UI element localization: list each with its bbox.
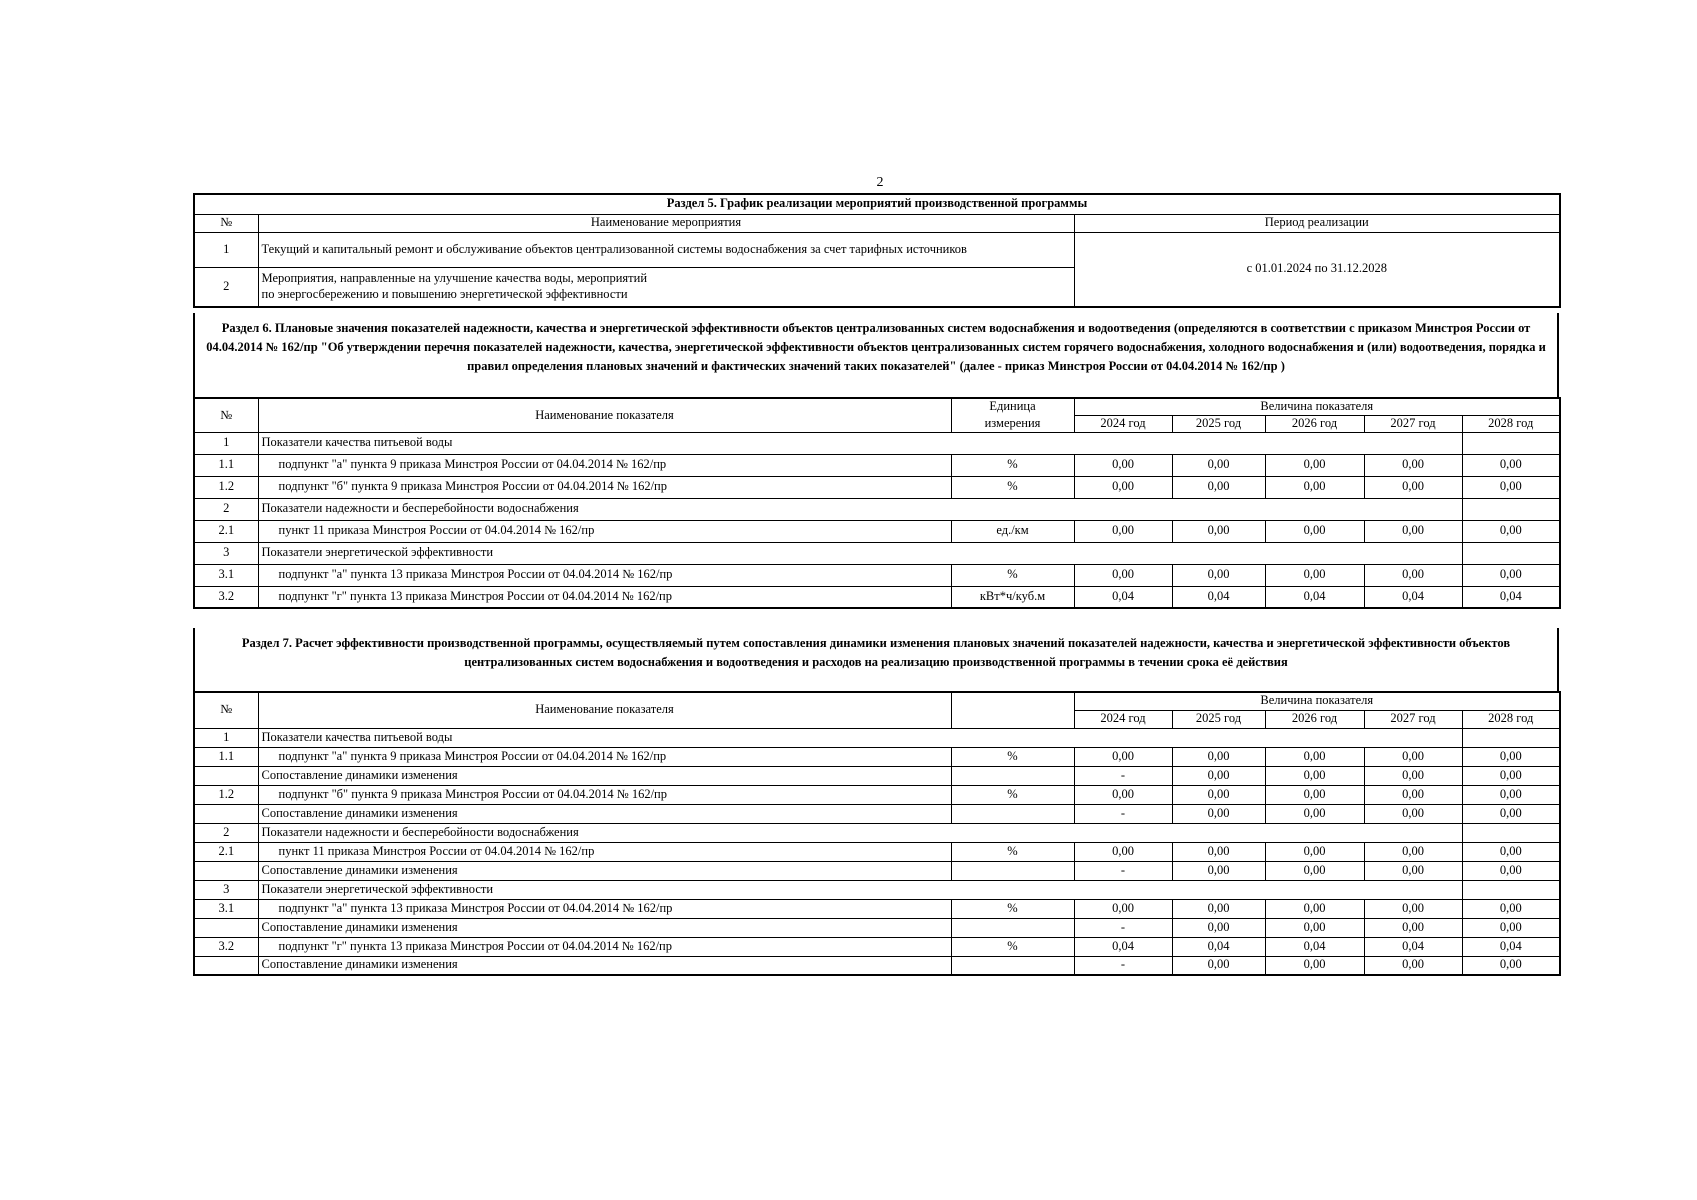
table-row	[194, 861, 1560, 880]
indicator-value: 0,04	[1462, 937, 1560, 956]
indicator-unit	[951, 804, 1074, 823]
indicator-value: 0,00	[1172, 454, 1265, 476]
indicator-value: 0,00	[1462, 476, 1560, 498]
indicator-value: 0,00	[1074, 899, 1172, 918]
row-number: 1.1	[194, 454, 258, 476]
indicator-value: 0,04	[1265, 937, 1364, 956]
indicator-value: 0,00	[1265, 476, 1364, 498]
row-number: 2	[194, 823, 258, 842]
indicator-name: подпункт "а" пункта 9 приказа Минстроя России от 04.04.2014 № 162/пр	[258, 454, 951, 476]
table-row	[194, 564, 1560, 586]
indicator-name: Сопоставление динамики изменения	[258, 766, 951, 785]
table-row	[194, 454, 1560, 476]
section-5-table	[193, 193, 1561, 308]
indicator-value: 0,00	[1074, 842, 1172, 861]
table-row	[194, 918, 1560, 937]
indicator-value: 0,00	[1462, 454, 1560, 476]
indicator-value: 0,00	[1172, 564, 1265, 586]
indicator-unit: %	[951, 476, 1074, 498]
indicator-value: 0,00	[1265, 520, 1364, 542]
indicator-value: 0,00	[1462, 918, 1560, 937]
indicator-value: 0,00	[1364, 766, 1462, 785]
indicator-unit: %	[951, 454, 1074, 476]
section-7-title: Раздел 7. Расчет эффективности производственной программы, осуществляемый путем сопоставления динамики изменения плановых значений показателей надежности, качества и энергетической эффективности объектов централизованных систем водоснабжения и водоотведения и расходов на реализацию производственной программы в течении срока её действия	[193, 628, 1559, 691]
event-row-name	[258, 267, 1074, 307]
row-number	[194, 766, 258, 785]
indicator-name: подпункт "б" пункта 9 приказа Минстроя России от 04.04.2014 № 162/пр	[258, 785, 951, 804]
table-row	[194, 937, 1560, 956]
col-indicator-name-header: Наименование показателя	[258, 692, 951, 728]
indicator-value: 0,00	[1364, 861, 1462, 880]
indicator-name: Сопоставление динамики изменения	[258, 861, 951, 880]
indicator-value: 0,00	[1265, 766, 1364, 785]
indicator-value: 0,00	[1462, 766, 1560, 785]
col-no-header: №	[194, 214, 258, 232]
table-row	[194, 842, 1560, 861]
table-row	[194, 476, 1560, 498]
row-number	[194, 918, 258, 937]
indicator-value: 0,00	[1172, 861, 1265, 880]
indicator-value: 0,04	[1074, 937, 1172, 956]
col-event-name-header: Наименование мероприятия	[258, 214, 1074, 232]
section-7	[193, 628, 1559, 976]
indicator-value: 0,00	[1265, 899, 1364, 918]
empty-cell	[1462, 542, 1560, 564]
indicator-value: 0,04	[1364, 586, 1462, 608]
row-number: 3.1	[194, 564, 258, 586]
table-row	[194, 785, 1560, 804]
indicator-group-row	[194, 542, 1560, 564]
row-number: 3.2	[194, 586, 258, 608]
indicator-name: Сопоставление динамики изменения	[258, 918, 951, 937]
indicator-unit	[951, 956, 1074, 975]
table-row	[194, 520, 1560, 542]
indicator-value: 0,00	[1364, 918, 1462, 937]
implementation-period: с 01.01.2024 по 31.12.2028	[1074, 232, 1560, 307]
section-6-table	[193, 397, 1561, 609]
indicator-group-row	[194, 823, 1560, 842]
indicator-value: 0,00	[1265, 785, 1364, 804]
indicator-group-row	[194, 728, 1560, 747]
indicator-value: 0,00	[1074, 785, 1172, 804]
row-number: 3	[194, 880, 258, 899]
indicator-value: 0,00	[1462, 861, 1560, 880]
indicator-name: подпункт "г" пункта 13 приказа Минстроя России от 04.04.2014 № 162/пр	[258, 937, 951, 956]
table-row	[194, 586, 1560, 608]
row-number: 1.2	[194, 476, 258, 498]
row-number	[194, 804, 258, 823]
col-year-2025: 2025 год	[1172, 710, 1265, 728]
empty-cell	[1462, 728, 1560, 747]
indicator-group-name: Показатели энергетической эффективности	[258, 542, 1462, 564]
indicator-value: 0,00	[1462, 785, 1560, 804]
indicator-group-row	[194, 880, 1560, 899]
section-6	[193, 313, 1559, 609]
indicator-group-name: Показатели надежности и бесперебойности водоснабжения	[258, 823, 1462, 842]
col-year-2025: 2025 год	[1172, 415, 1265, 432]
empty-cell	[1462, 823, 1560, 842]
indicator-unit: ед./км	[951, 520, 1074, 542]
page-number: 2	[876, 175, 884, 190]
empty-cell	[1462, 498, 1560, 520]
indicator-value: 0,00	[1462, 956, 1560, 975]
indicator-name: подпункт "а" пункта 9 приказа Минстроя России от 04.04.2014 № 162/пр	[258, 747, 951, 766]
indicator-value: 0,00	[1172, 476, 1265, 498]
col-unit-header-line2: измерения	[951, 415, 1074, 432]
indicator-value: 0,00	[1172, 804, 1265, 823]
indicator-value: 0,00	[1265, 842, 1364, 861]
indicator-value: 0,00	[1172, 956, 1265, 975]
indicator-value: 0,00	[1265, 454, 1364, 476]
indicator-value: 0,00	[1172, 842, 1265, 861]
row-number: 3	[194, 542, 258, 564]
indicator-name: пункт 11 приказа Минстроя России от 04.04.2014 № 162/пр	[258, 842, 951, 861]
section-5-title: Раздел 5. График реализации мероприятий производственной программы	[194, 194, 1560, 214]
indicator-unit: %	[951, 785, 1074, 804]
indicator-group-name: Показатели энергетической эффективности	[258, 880, 1462, 899]
col-value-header: Величина показателя	[1074, 398, 1560, 415]
indicator-value: 0,00	[1462, 520, 1560, 542]
indicator-value: 0,00	[1364, 956, 1462, 975]
indicator-unit	[951, 918, 1074, 937]
section-6-title: Раздел 6. Плановые значения показателей надежности, качества и энергетической эффективности объектов централизованных систем водоснабжения и водоотведения (определяются в соответствии с приказом Минстроя России от 04.04.2014 № 162/пр "Об утверждении перечня показателей надежности, качества, энергетической эффективности объектов централизованных систем горячего водоснабжения, холодного водоснабжения и (или) водоотведения, порядка и правил определения плановых значений и фактических значений таких показателей" (далее - приказ Минстроя России от 04.04.2014 № 162/пр )	[193, 313, 1559, 397]
indicator-unit: %	[951, 842, 1074, 861]
indicator-value: 0,00	[1462, 842, 1560, 861]
col-no-header: №	[194, 398, 258, 432]
indicator-value: -	[1074, 766, 1172, 785]
indicator-value: 0,00	[1265, 564, 1364, 586]
row-number: 2.1	[194, 842, 258, 861]
indicator-value: 0,04	[1074, 586, 1172, 608]
indicator-value: 0,00	[1172, 899, 1265, 918]
table-row	[194, 804, 1560, 823]
indicator-value: 0,04	[1265, 586, 1364, 608]
indicator-value: 0,00	[1265, 918, 1364, 937]
indicator-value: -	[1074, 956, 1172, 975]
indicator-value: 0,04	[1462, 586, 1560, 608]
indicator-unit	[951, 861, 1074, 880]
indicator-value: 0,00	[1364, 747, 1462, 766]
indicator-value: 0,00	[1364, 564, 1462, 586]
event-row-name-line: по энергосбережению и повышению энергетической эффективности	[261, 286, 628, 301]
row-number: 1	[194, 728, 258, 747]
col-year-2027: 2027 год	[1364, 710, 1462, 728]
event-row-name: Текущий и капитальный ремонт и обслуживание объектов централизованной системы водоснабжения за счет тарифных источников	[258, 232, 1074, 267]
col-no-header: №	[194, 692, 258, 728]
col-period-header: Период реализации	[1074, 214, 1560, 232]
indicator-value: 0,00	[1172, 747, 1265, 766]
indicator-value: 0,00	[1364, 476, 1462, 498]
table-row	[194, 747, 1560, 766]
indicator-value: 0,00	[1074, 454, 1172, 476]
indicator-value: 0,00	[1074, 564, 1172, 586]
col-year-2028: 2028 год	[1462, 710, 1560, 728]
table-row	[194, 956, 1560, 975]
indicator-value: 0,00	[1265, 804, 1364, 823]
indicator-name: подпункт "б" пункта 9 приказа Минстроя России от 04.04.2014 № 162/пр	[258, 476, 951, 498]
indicator-value: 0,00	[1364, 785, 1462, 804]
col-year-2026: 2026 год	[1265, 710, 1364, 728]
indicator-value: -	[1074, 861, 1172, 880]
indicator-value: 0,04	[1172, 937, 1265, 956]
col-unit-header: Единица	[951, 398, 1074, 415]
indicator-value: 0,04	[1364, 937, 1462, 956]
indicator-value: 0,00	[1265, 861, 1364, 880]
indicator-group-name: Показатели качества питьевой воды	[258, 728, 1462, 747]
row-number	[194, 861, 258, 880]
event-row-no: 1	[194, 232, 258, 267]
row-number: 1	[194, 432, 258, 454]
indicator-value: 0,00	[1074, 476, 1172, 498]
indicator-name: Сопоставление динамики изменения	[258, 804, 951, 823]
indicator-group-name: Показатели надежности и бесперебойности водоснабжения	[258, 498, 1462, 520]
indicator-unit: кВт*ч/куб.м	[951, 586, 1074, 608]
col-year-2027: 2027 год	[1364, 415, 1462, 432]
table-row	[194, 766, 1560, 785]
col-year-2028: 2028 год	[1462, 415, 1560, 432]
indicator-name: подпункт "а" пункта 13 приказа Минстроя России от 04.04.2014 № 162/пр	[258, 899, 951, 918]
indicator-name: пункт 11 приказа Минстроя России от 04.04.2014 № 162/пр	[258, 520, 951, 542]
indicator-name: Сопоставление динамики изменения	[258, 956, 951, 975]
row-number: 2	[194, 498, 258, 520]
empty-cell	[1462, 432, 1560, 454]
col-value-header: Величина показателя	[1074, 692, 1560, 710]
section-5	[193, 193, 1559, 308]
indicator-value: -	[1074, 804, 1172, 823]
indicator-value: 0,00	[1265, 956, 1364, 975]
indicator-value: 0,00	[1462, 747, 1560, 766]
indicator-value: 0,00	[1364, 804, 1462, 823]
event-row-name-line: Мероприятия, направленные на улучшение качества воды, мероприятий	[261, 271, 648, 286]
section-7-table	[193, 691, 1561, 976]
indicator-value: 0,00	[1172, 520, 1265, 542]
col-unit-header	[951, 692, 1074, 728]
indicator-value: 0,00	[1074, 747, 1172, 766]
indicator-group-row	[194, 432, 1560, 454]
indicator-value: 0,00	[1364, 899, 1462, 918]
indicator-value: 0,00	[1172, 918, 1265, 937]
empty-cell	[1462, 880, 1560, 899]
indicator-unit	[951, 766, 1074, 785]
col-year-2024: 2024 год	[1074, 415, 1172, 432]
indicator-value: 0,04	[1172, 586, 1265, 608]
indicator-unit: %	[951, 564, 1074, 586]
indicator-value: 0,00	[1462, 564, 1560, 586]
indicator-value: 0,00	[1462, 804, 1560, 823]
row-number	[194, 956, 258, 975]
row-number: 3.2	[194, 937, 258, 956]
indicator-value: 0,00	[1462, 899, 1560, 918]
indicator-name: подпункт "г" пункта 13 приказа Минстроя России от 04.04.2014 № 162/пр	[258, 586, 951, 608]
col-year-2026: 2026 год	[1265, 415, 1364, 432]
event-row-no: 2	[194, 267, 258, 307]
indicator-name: подпункт "а" пункта 13 приказа Минстроя России от 04.04.2014 № 162/пр	[258, 564, 951, 586]
indicator-value: 0,00	[1364, 520, 1462, 542]
row-number: 2.1	[194, 520, 258, 542]
indicator-value: 0,00	[1364, 842, 1462, 861]
table-row	[194, 899, 1560, 918]
indicator-value: 0,00	[1364, 454, 1462, 476]
indicator-unit: %	[951, 937, 1074, 956]
indicator-value: 0,00	[1172, 766, 1265, 785]
indicator-value: 0,00	[1074, 520, 1172, 542]
indicator-group-row	[194, 498, 1560, 520]
row-number: 1.1	[194, 747, 258, 766]
indicator-value: -	[1074, 918, 1172, 937]
indicator-unit: %	[951, 899, 1074, 918]
row-number: 1.2	[194, 785, 258, 804]
indicator-value: 0,00	[1265, 747, 1364, 766]
indicator-unit: %	[951, 747, 1074, 766]
indicator-group-name: Показатели качества питьевой воды	[258, 432, 1462, 454]
indicator-value: 0,00	[1172, 785, 1265, 804]
col-indicator-name-header: Наименование показателя	[258, 398, 951, 432]
row-number: 3.1	[194, 899, 258, 918]
col-year-2024: 2024 год	[1074, 710, 1172, 728]
